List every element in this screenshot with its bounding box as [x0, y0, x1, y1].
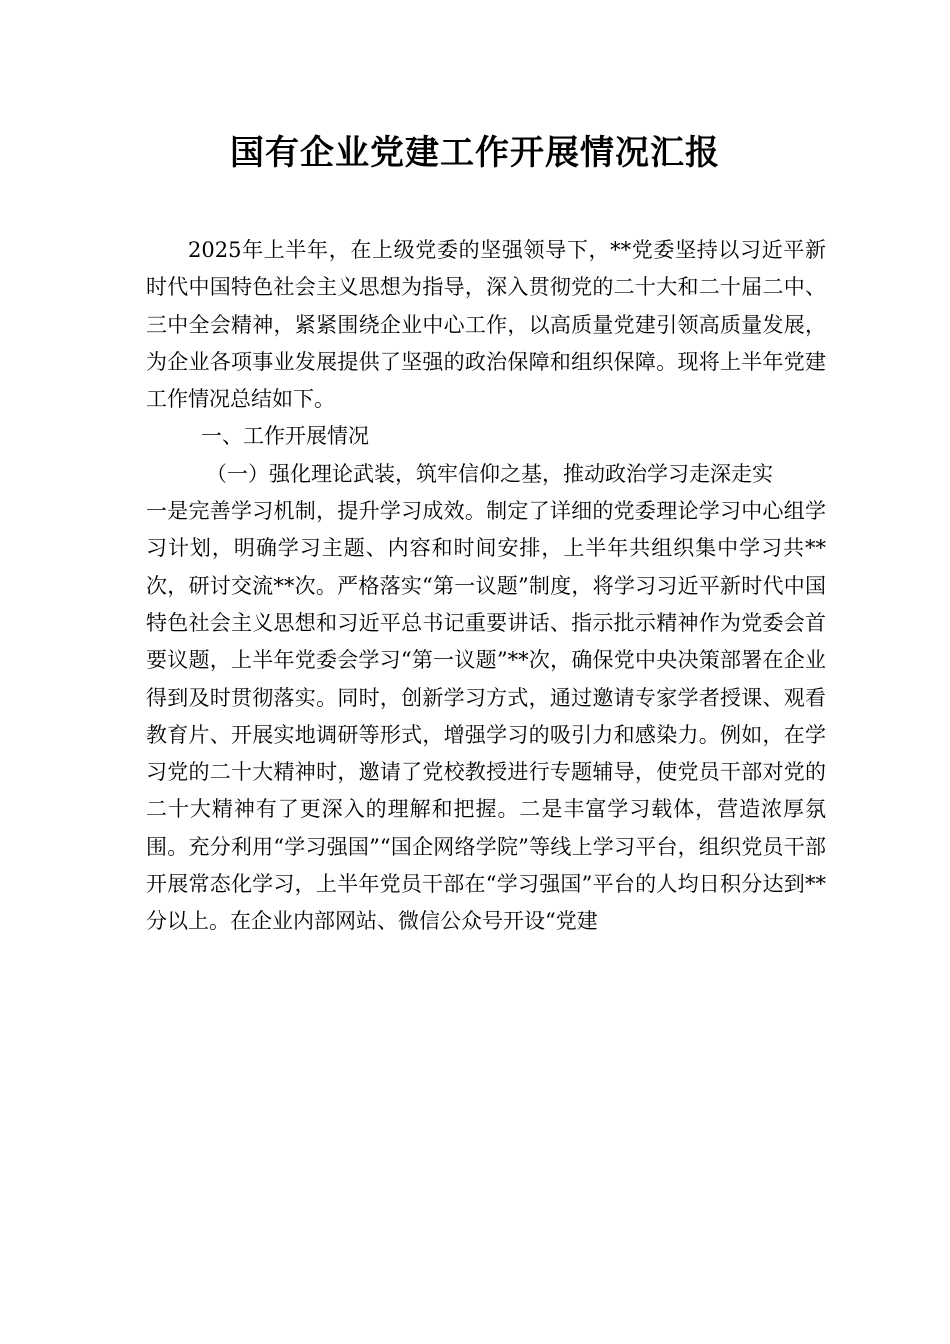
subsection-body-paragraph: 一是完善学习机制，提升学习成效。制定了详细的党委理论学习中心组学习计划，明确学习主题、内容和时间安排，上半年共组织集中学习共**次，研讨交流**次。严格落实“第一议题”制度，将学习习近平新时代中国特色社会主义思想和习近平总书记重要讲话、指示批示精神作为党委会首要议题，上半年党委会学习“第一议题”**次，确保党中央决策部署在企业得到及时贯彻落实。同时，创新学习方式，通过邀请专家学者授课、观看教育片、开展实地调研等形式，增强学习的吸引力和感染力。例如，在学习党的二十大精神时，邀请了党校教授进行专题辅导，使党员干部对党的二十大精神有了更深入的理解和把握。二是丰富学习载体，营造浓厚氛围。充分利用“学习强国”“国企网络学院”等线上学习平台，组织党员干部开展常态化学习，上半年党员干部在“学习强国”平台的人均日积分达到**分以上。在企业内部网站、微信公众号开设“党建 — [146, 499, 826, 934]
intro-paragraph: 2025年上半年，在上级党委的坚强领导下，**党委坚持以习近平新时代中国特色社会主义思想为指导，深入贯彻党的二十大和二十届二中、三中全会精神，紧紧围绕企业中心工作，以高质量党建引领高质量发展，为企业各项事业发展提供了坚强的政治保障和组织保障。现将上半年党建工作情况总结如下。 — [146, 238, 826, 412]
section-heading: 一、工作开展情况 — [201, 424, 369, 449]
subsection-heading: （一）强化理论武装，筑牢信仰之基，推动政治学习走深走实 — [206, 461, 773, 486]
document-body — [146, 232, 826, 941]
document-title: 国有企业党建工作开展情况汇报 — [230, 133, 720, 173]
